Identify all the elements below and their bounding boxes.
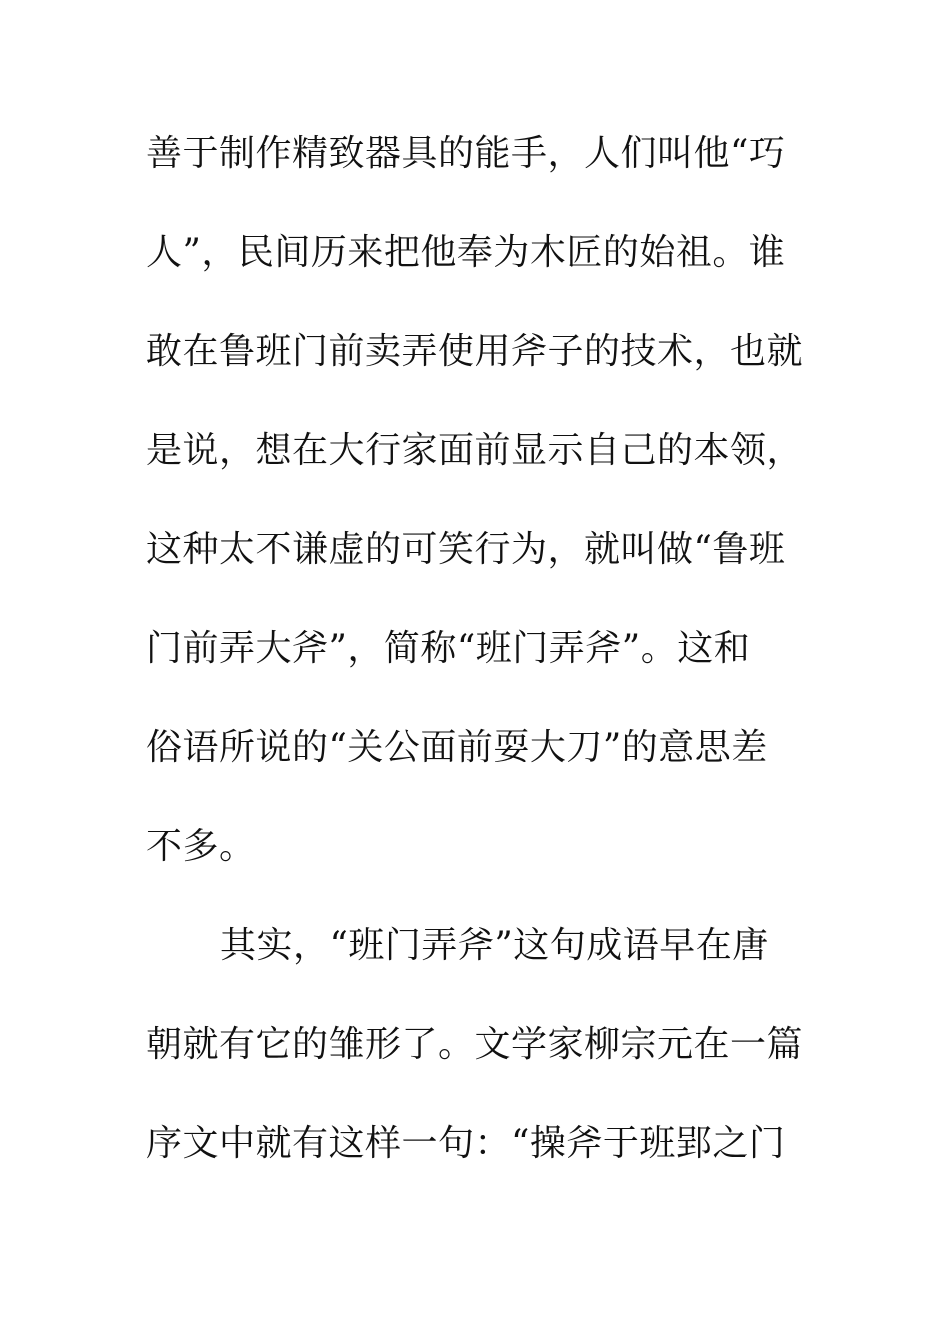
text-line: 序文中就有这样一句：“操斧于班郢之门 bbox=[146, 1123, 786, 1164]
text-line: 这种太不谦虚的可笑行为，就叫做“鲁班 bbox=[146, 529, 786, 570]
text-line: 朝就有它的雏形了。文学家柳宗元在一篇 bbox=[146, 1024, 804, 1065]
text-line: 其实，“班门弄斧”这句成语早在唐 bbox=[220, 925, 769, 966]
text-line: 俗语所说的“关公面前耍大刀”的意思差 bbox=[146, 727, 768, 768]
text-line: 是说，想在大行家面前显示自己的本领， bbox=[146, 430, 804, 471]
text-line: 门前弄大斧”，简称“班门弄斧”。这和 bbox=[146, 628, 751, 669]
body-text bbox=[146, 126, 810, 1215]
text-line: 人”，民间历来把他奉为木匠的始祖。谁 bbox=[146, 232, 786, 273]
text-line: 敢在鲁班门前卖弄使用斧子的技术，也就 bbox=[146, 331, 804, 372]
paragraph-1 bbox=[146, 126, 810, 918]
text-line: 善于制作精致器具的能手，人们叫他“巧 bbox=[146, 133, 786, 174]
text-line: 不多。 bbox=[146, 826, 256, 867]
paragraph-2 bbox=[146, 918, 810, 1215]
